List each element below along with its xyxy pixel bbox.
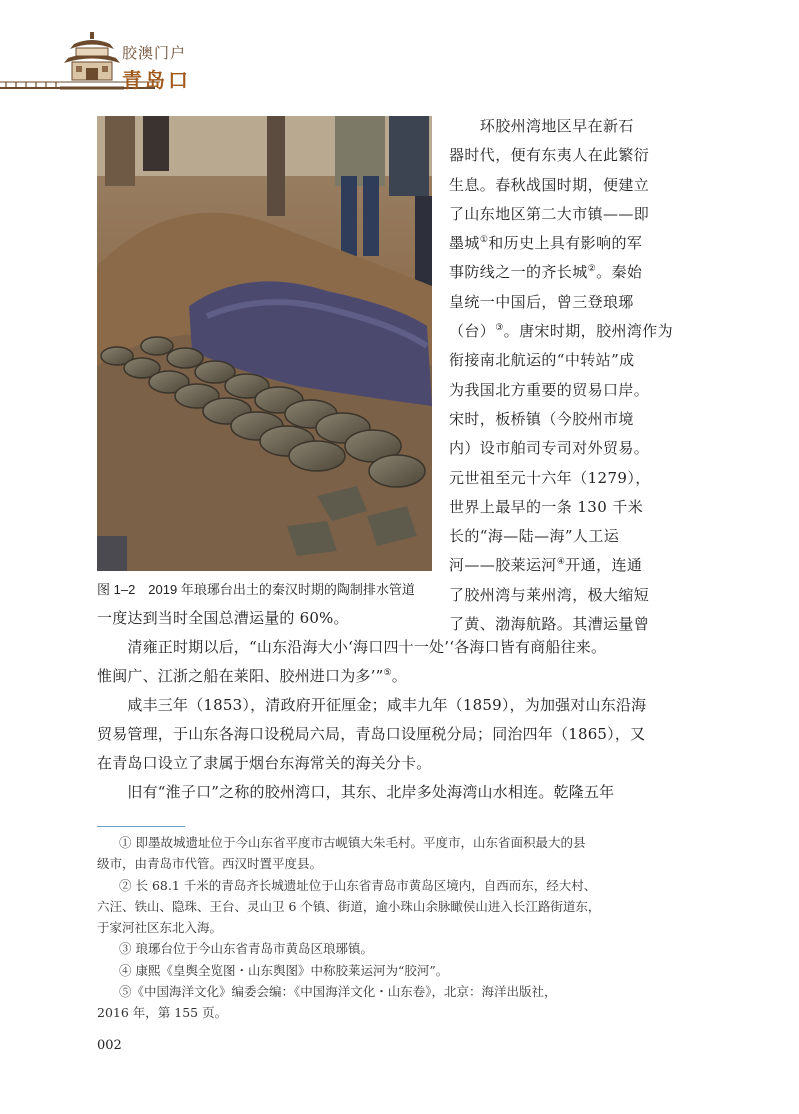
footnote-line: 级市，由青岛市代管。西汉时置平度县。 [97, 856, 323, 872]
text-line: 器时代，便有东夷人在此繁衍 [449, 146, 650, 165]
text-line: 惟闽广、江浙之船在莱阳、胶州进口为多’”⑤。 [97, 667, 407, 685]
text-line: 衔接南北航运的“中转站”成 [449, 351, 635, 370]
text-line: 旧有“淮子口”之称的胶州湾口，其东、北岸多处海湾山水相连。乾隆五年 [97, 783, 615, 801]
text-line: 咸丰三年（1853），清政府开征厘金；咸丰九年（1859），为加强对山东沿海 [97, 696, 647, 714]
body-text-main-column [97, 604, 667, 807]
text-line: 了黄、渤海航路。其漕运量曾 [449, 615, 650, 634]
text-line: 一度达到当时全国总漕运量的 60%。 [97, 609, 349, 627]
series-title: 胶澳门户 [122, 45, 187, 62]
footnote-ref-5[interactable]: ⑤ [383, 668, 392, 678]
footnote-ref-1[interactable]: ① [479, 235, 489, 246]
text-line: 宋时，板桥镇（今胶州市境 [449, 409, 634, 428]
text-line: 长的“海—陆—海”人工运 [449, 527, 620, 546]
text-line: 清雍正时期以后，“山东沿海大小‘海口四十一处’‘各海口皆有商船往来。 [97, 638, 607, 656]
footnote-line: 2016 年，第 155 页。 [97, 1005, 228, 1021]
text-line: 为我国北方重要的贸易口岸。 [449, 380, 650, 399]
text-line: 河——胶莱运河④开通，连通 [449, 556, 643, 575]
footnote-line: 六汪、铁山、隐珠、王台、灵山卫 6 个镇、街道，逾小珠山余脉瞰侯山进入长江路街道东， [97, 898, 601, 914]
footnotes [97, 832, 667, 1024]
footnote-divider [97, 826, 185, 827]
body-text-side-column [449, 112, 674, 639]
footnote-line: 于家河社区东北入海。 [97, 920, 223, 936]
footnote-line: ⑤《中国海洋文化》编委会编：《中国海洋文化・山东卷》，北京：海洋出版社， [119, 984, 557, 1000]
text-line: 元世祖至元十六年（1279）， [449, 468, 651, 487]
text-line: 生息。春秋战国时期，便建立 [449, 175, 650, 194]
footnote-line: ② 长 68.1 千米的青岛齐长城遗址位于山东省青岛市黄岛区境内，自西而东，经大村、 [119, 877, 597, 893]
text-line: 了山东地区第二大市镇——即 [449, 204, 650, 223]
text-line: 内）设市舶司专司对外贸易。 [449, 439, 650, 458]
text-line: 在青岛口设立了隶属于烟台东海常关的海关分卡。 [97, 754, 432, 772]
footnote-line: ④ 康熙《皇舆全览图・山东舆图》中称胶莱运河为“胶河”。 [119, 962, 449, 978]
text-line: 墨城①和历史上具有影响的军 [449, 234, 643, 253]
footnote-ref-3[interactable]: ③ [495, 323, 504, 334]
book-title: 青岛口 [122, 68, 191, 92]
page-number: 002 [97, 1038, 122, 1053]
page-header [0, 30, 260, 100]
text-line: 事防线之一的齐长城②。秦始 [449, 263, 643, 282]
text-line: （台）③。唐宋时期，胶州湾作为 [449, 322, 674, 341]
text-line: 贸易管理，于山东各海口设税局六局，青岛口设厘税分局；同治四年（1865），又 [97, 725, 646, 743]
footnote-line: ③ 琅琊台位于今山东省青岛市黄岛区琅琊镇。 [119, 941, 373, 957]
text-line: 环胶州湾地区早在新石 [449, 117, 634, 135]
footnote-ref-4[interactable]: ④ [556, 557, 566, 568]
text-line: 了胶州湾与莱州湾，极大缩短 [449, 585, 650, 604]
figure-caption: 图 1–2 2019 年琅琊台出土的秦汉时期的陶制排水管道 [97, 582, 415, 597]
footnote-line: ① 即墨故城遗址位于今山东省平度市古岘镇大朱毛村。平度市，山东省面积最大的县 [119, 835, 586, 850]
footnote-ref-2[interactable]: ② [587, 264, 597, 275]
excavation-photo [97, 116, 432, 571]
text-line: 世界上最早的一条 130 千米 [449, 497, 644, 516]
text-line: 皇统一中国后，曾三登琅琊 [449, 292, 634, 311]
